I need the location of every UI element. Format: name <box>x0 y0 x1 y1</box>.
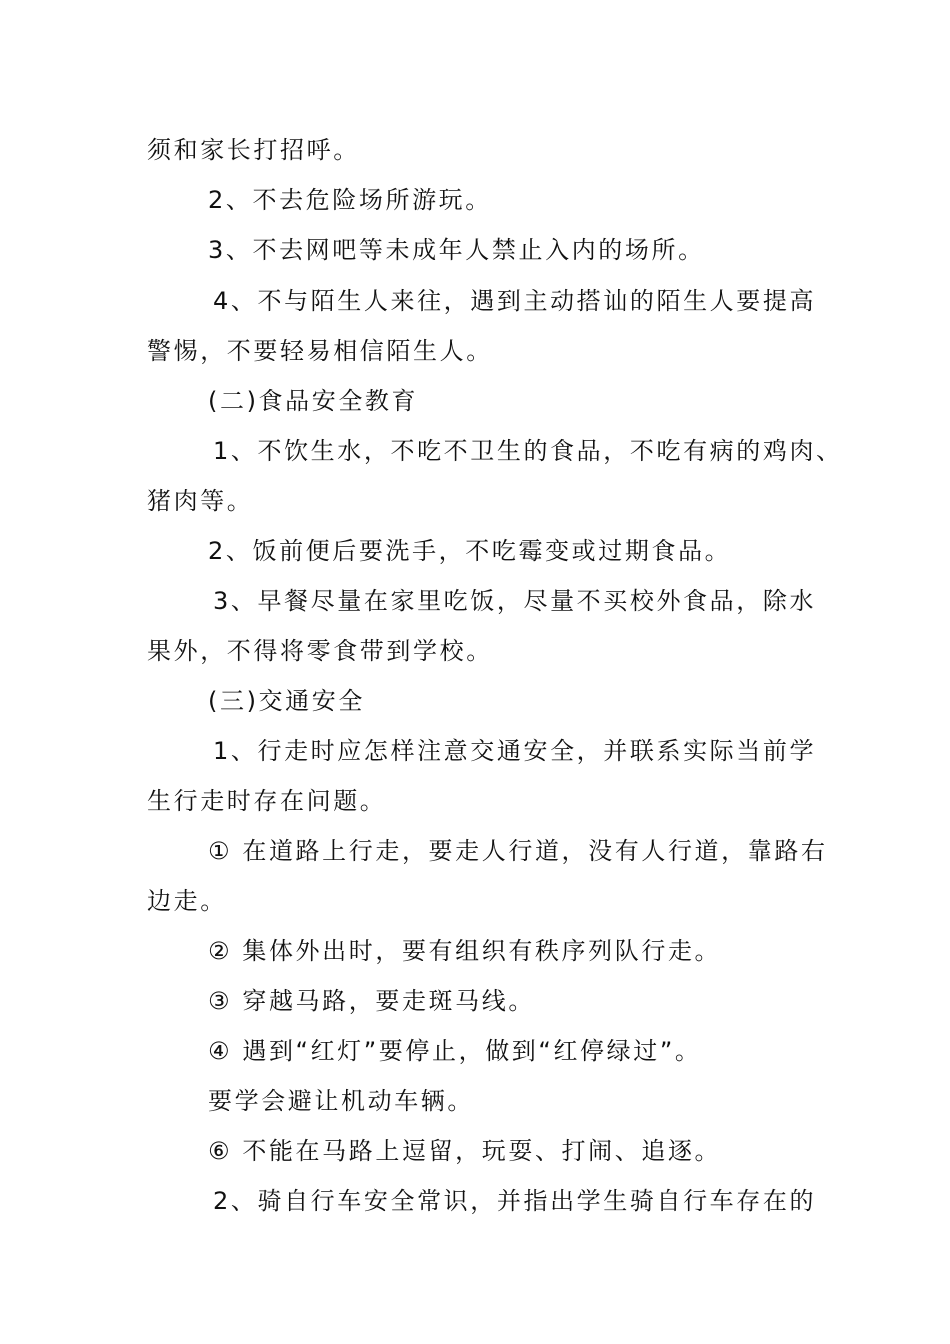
text-line: 4、不与陌生人来往，遇到主动搭讪的陌生人要提高 <box>213 287 817 315</box>
text-line: 生行走时存在问题。 <box>147 787 387 815</box>
section-heading: (二)食品安全教育 <box>208 387 419 415</box>
text-line: 2、不去危险场所游玩。 <box>208 186 492 214</box>
text-line: ⑥ 不能在马路上逗留，玩耍、打闹、追逐。 <box>208 1137 722 1165</box>
text-line: 猪肉等。 <box>147 487 254 515</box>
text-line: 1、不饮生水，不吃不卫生的食品，不吃有病的鸡肉、 <box>213 437 843 465</box>
text-line: 2、饭前便后要洗手，不吃霉变或过期食品。 <box>208 537 732 565</box>
text-line: ③ 穿越马路，要走斑马线。 <box>208 987 535 1015</box>
text-line: 3、不去网吧等未成年人禁止入内的场所。 <box>208 236 705 264</box>
text-line: 警惕，不要轻易相信陌生人。 <box>147 337 493 365</box>
text-line: 果外，不得将零食带到学校。 <box>147 637 493 665</box>
text-line: ② 集体外出时，要有组织有秩序列队行走。 <box>208 937 722 965</box>
text-line: ① 在道路上行走，要走人行道，没有人行道，靠路右 <box>208 837 828 865</box>
text-line: 要学会避让机动车辆。 <box>208 1087 474 1115</box>
text-line: 边走。 <box>147 887 227 915</box>
text-line: ④ 遇到“红灯”要停止，做到“红停绿过”。 <box>208 1037 702 1065</box>
text-line: 须和家长打招呼。 <box>147 136 360 164</box>
text-line: 1、行走时应怎样注意交通安全，并联系实际当前学 <box>213 737 817 765</box>
text-line: 2、骑自行车安全常识，并指出学生骑自行车存在的 <box>213 1187 817 1215</box>
section-heading: (三)交通安全 <box>208 687 365 715</box>
text-line: 3、早餐尽量在家里吃饭，尽量不买校外食品，除水 <box>213 587 817 615</box>
